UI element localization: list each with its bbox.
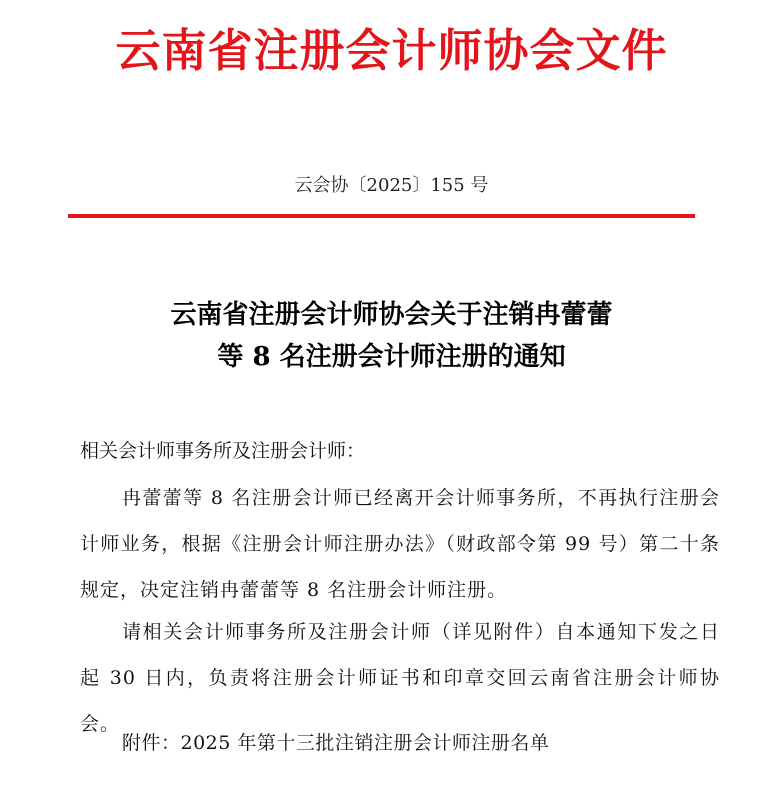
- salutation: 相关会计师事务所及注册会计师：: [80, 440, 366, 462]
- body-paragraph: 请相关会计师事务所及注册会计师（详见附件）自本通知下发之日起 30 日内，负责将注册会计师证书和印章交回云南省注册会计师协会。: [80, 621, 720, 735]
- attachment-line: 附件：2025 年第十三批注销注册会计师注册名单: [122, 732, 550, 754]
- notice-title-line-1: 云南省注册会计师协会关于注销冉蕾蕾: [170, 300, 613, 330]
- notice-title-line-2: 等 8 名注册会计师注册的通知: [217, 342, 566, 372]
- header-divider: [68, 214, 695, 218]
- notice-title: [0, 294, 783, 378]
- body-paragraph: 冉蕾蕾等 8 名注册会计师已经离开会计师事务所，不再执行注册会计师业务，根据《注册会计师注册办法》（财政部令第 99 号）第二十条规定，决定注销冉蕾蕾等 8 名注册会计师注册。: [80, 487, 720, 601]
- document-header-title: 云南省注册会计师协会文件: [115, 24, 668, 77]
- document-number: 云会协〔2025〕155 号: [294, 175, 489, 196]
